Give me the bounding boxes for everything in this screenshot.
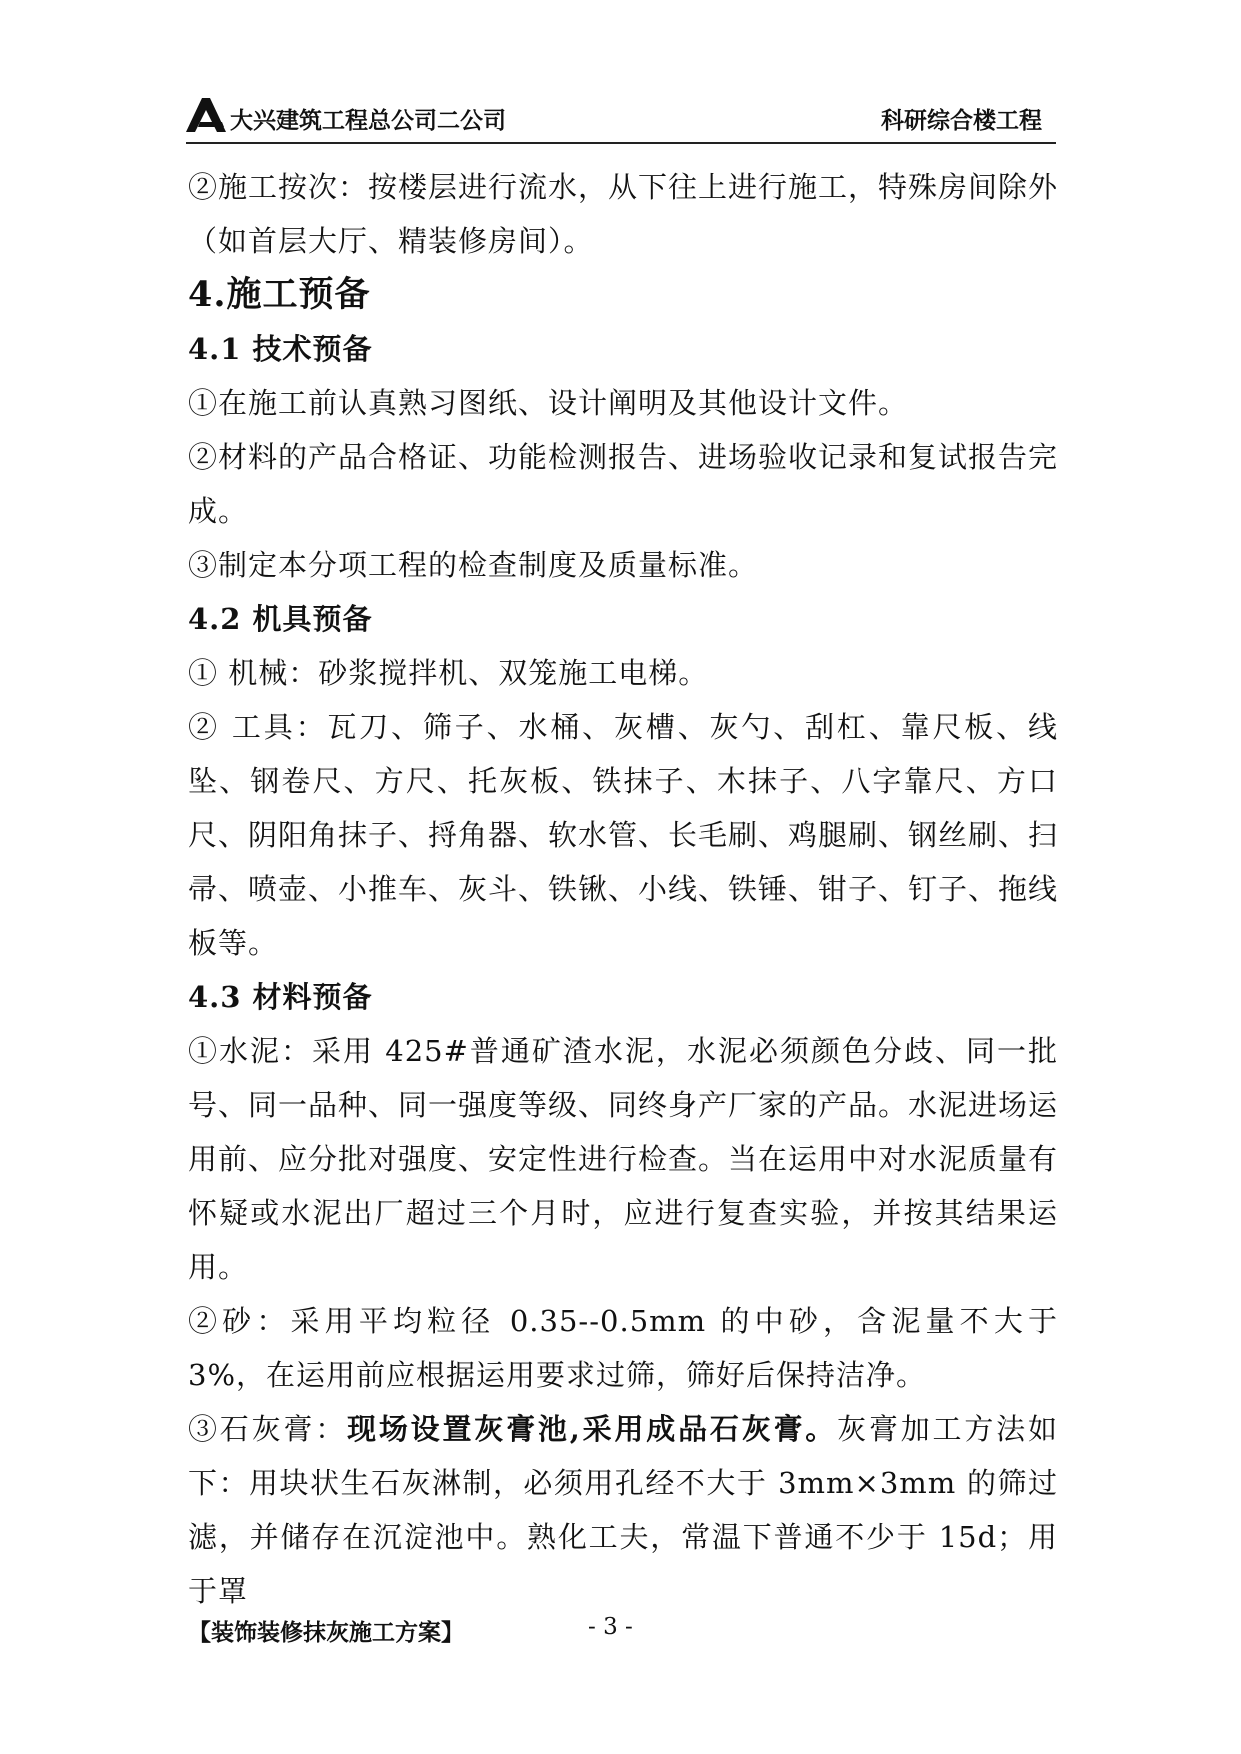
page-number: - 3 - — [588, 1614, 633, 1640]
lime-paste-label: ③石灰膏： — [188, 1412, 348, 1446]
materials-item-cement: ①水泥：采用 425#普通矿渣水泥，水泥必须颜色分歧、同一批号、同一品种、同一强度等级、同终身产厂家的产品。水泥进场运用前、应分批对强度、安定性进行检查。当在运用中对水泥质量有怀疑或水泥出厂超过三个月时，应进行复查实验，并按其结果运用。 — [188, 1034, 1059, 1284]
document-title: 【装饰装修抹灰施工方案】 — [188, 1619, 464, 1646]
page-footer — [188, 1614, 1048, 1650]
tech-prep-item-2: ②材料的产品合格证、功能检测报告、进场验收记录和复试报告完成。 — [188, 440, 1059, 528]
project-name: 科研综合楼工程 — [881, 107, 1042, 134]
paragraph-construction-sequence: ②施工按次：按楼层进行流水，从下往上进行施工，特殊房间除外（如首层大厅、精装修房间）。 — [188, 170, 1059, 258]
materials-item-lime-paste — [188, 1402, 1058, 1618]
company-name: 大兴建筑工程总公司二公司 — [230, 107, 506, 134]
section-heading-4: 4.施工预备 — [188, 274, 371, 315]
tools-item-2: ② 工具：瓦刀、筛子、水桶、灰槽、灰勺、刮杠、靠尺板、线坠、钢卷尺、方尺、托灰板、铁抹子、木抹子、八字靠尺、方口尺、阴阳角抹子、捋角器、软水管、长毛刷、鸡腿刷、钢丝刷、扫帚、喷壶、小推车、灰斗、铁锹、小线、铁锤、钳子、钉子、拖线板等。 — [188, 710, 1059, 960]
tools-item-1: ① 机械：砂浆搅拌机、双笼施工电梯。 — [188, 656, 709, 690]
section-heading-4-2: 4.2 机具预备 — [188, 602, 373, 636]
section-heading-4-1: 4.1 技术预备 — [188, 332, 373, 366]
tech-prep-item-3: ③制定本分项工程的检查制度及质量标准。 — [188, 548, 759, 582]
tech-prep-item-1: ①在施工前认真熟习图纸、设计阐明及其他设计文件。 — [188, 386, 909, 420]
document-body — [188, 160, 1058, 1618]
lime-paste-emphasis: 现场设置灰膏池,采用成品石灰膏。 — [347, 1412, 838, 1446]
company-logo-icon — [186, 98, 226, 132]
lime-paste-method: 灰膏加工方法如下：用块状生石灰淋制，必须用孔经不大于 3mm×3mm 的筛过滤，并储存在沉淀池中。熟化工夫，常温下普通不少于 15d；用于罩 — [188, 1412, 1058, 1608]
page-header — [186, 92, 1056, 144]
materials-item-sand: ②砂：采用平均粒径 0.35--0.5mm 的中砂，含泥量不大于 3%，在运用前应根据运用要求过筛，筛好后保持洁净。 — [188, 1304, 1058, 1392]
section-heading-4-3: 4.3 材料预备 — [188, 980, 373, 1014]
